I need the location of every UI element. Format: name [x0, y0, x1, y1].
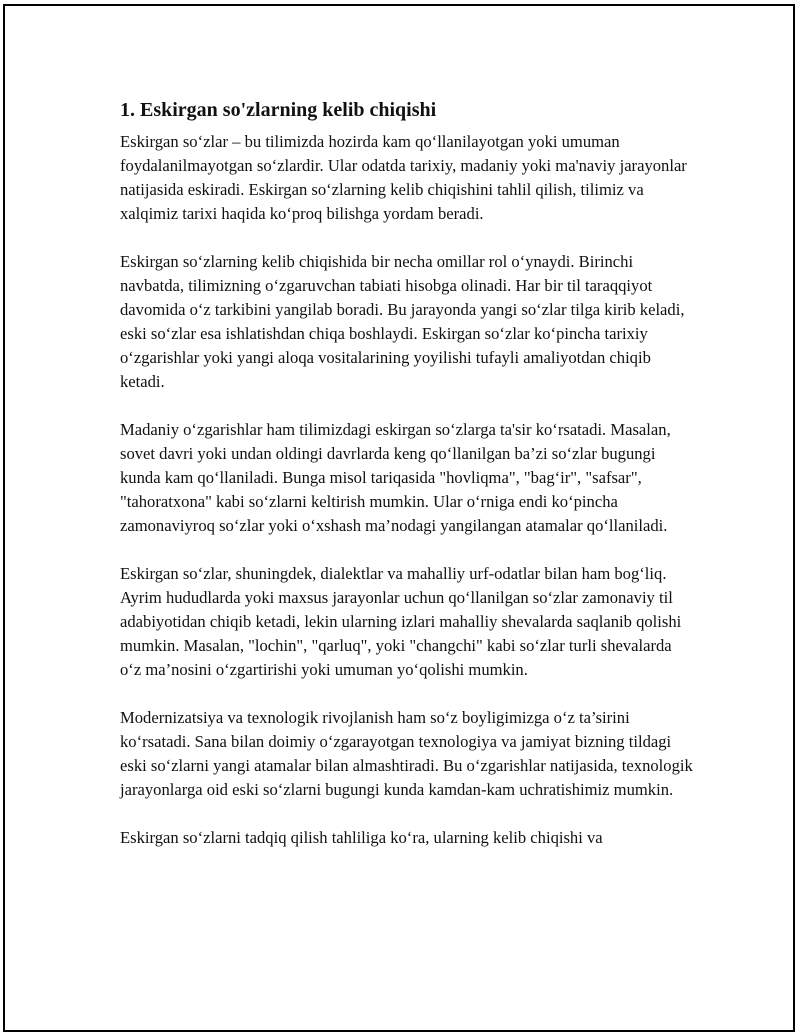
- paragraph-5: Modernizatsiya va texnologik rivojlanish ham so‘z boyligimizga o‘z ta’sirini ko‘rsatadi. Sana bilan doimiy o‘zgarayotgan texnologiya va jamiyat bizning tildagi eski so‘zlarni yangi atamalar bilan almashtiradi. Bu o‘zgarishlar natijasida, texnologik jarayonlarga oid eski so‘zlarni bugungi kunda kamdan-kam uchratishimiz mumkin.: [120, 708, 693, 799]
- document-body: [120, 96, 695, 874]
- section-heading: 1. Eskirgan so'zlarning kelib chiqishi: [120, 99, 437, 121]
- paragraph-4: Eskirgan so‘zlar, shuningdek, dialektlar va mahalliy urf-odatlar bilan ham bog‘liq. Ayrim hududlarda yoki maxsus jarayonlar uchun qo‘llanilgan so‘zlar zamonaviy til adabiyotidan chiqib ketadi, lekin ularning izlari mahalliy shevalarda saqlanib qolishi mumkin. Masalan, "lochin", "qarluq", yoki "changchi" kabi so‘zlar turli shevalarda o‘z ma’nosini o‘zgartirishi yoki umuman yo‘qolishi mumkin.: [120, 564, 682, 679]
- page-frame: [3, 4, 795, 1032]
- paragraph-6: Eskirgan so‘zlarni tadqiq qilish tahliliga ko‘ra, ularning kelib chiqishi va: [120, 828, 603, 847]
- paragraph-2: Eskirgan so‘zlarning kelib chiqishida bir necha omillar rol o‘ynaydi. Birinchi navbatda, tilimizning o‘zgaruvchan tabiati hisobga olinadi. Har bir til taraqqiyot davomida o‘z tarkibini yangilab boradi. Bu jarayonda yangi so‘zlar tilga kirib keladi, eski so‘zlar esa ishlatishdan chiqa boshlaydi. Eskirgan so‘zlar ko‘pincha tarixiy o‘zgarishlar yoki yangi aloqa vositalarining yoyilishi tufayli amaliyotdan chiqib ketadi.: [120, 252, 685, 391]
- paragraph-1: Eskirgan so‘zlar – bu tilimizda hozirda kam qo‘llanilayotgan yoki umuman foydalanilmayotgan so‘zlardir. Ular odatda tarixiy, madaniy yoki ma'naviy jarayonlar natijasida eskiradi. Eskirgan so‘zlarning kelib chiqishini tahlil qilish, tilimiz va xalqimiz tarixi haqida ko‘proq bilishga yordam beradi.: [120, 132, 687, 223]
- paragraph-3: Madaniy o‘zgarishlar ham tilimizdagi eskirgan so‘zlarga ta'sir ko‘rsatadi. Masalan, sovet davri yoki undan oldingi davrlarda keng qo‘llanilgan ba’zi so‘zlar bugungi kunda kam qo‘llaniladi. Bunga misol tariqasida "hovliqma", "bag‘ir", "safsar", "tahoratxona" kabi so‘zlarni keltirish mumkin. Ular o‘rniga endi ko‘pincha zamonaviyroq so‘zlar yoki o‘xshash ma’nodagi yangilangan atamalar qo‘llaniladi.: [120, 420, 671, 535]
